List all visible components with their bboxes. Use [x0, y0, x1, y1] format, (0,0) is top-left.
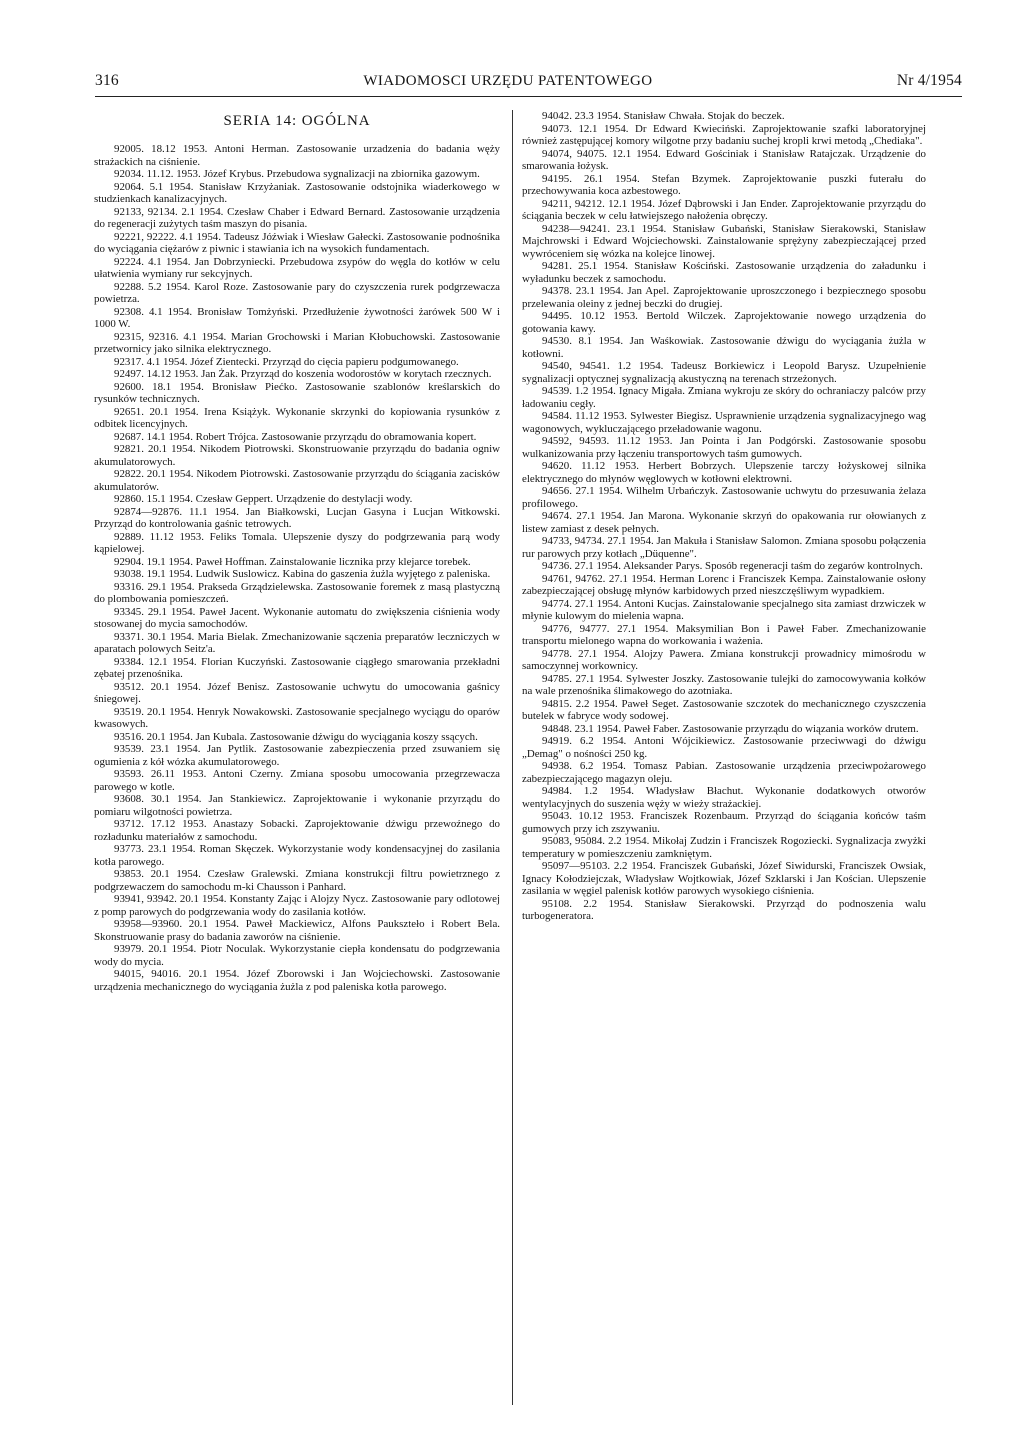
publication-title: WIADOMOSCI URZĘDU PATENTOWEGO: [363, 73, 653, 89]
patent-entry: 92874—92876. 11.1 1954. Jan Białkowski, Lucjan Gasyna i Lucjan Witkowski. Przyrząd do kontrolowania gaśnic tetrowych.: [94, 505, 500, 530]
patent-entry: 94761, 94762. 27.1 1954. Herman Lorenc i Franciszek Kempa. Zainstalowanie osłony zabezpieczającej obsługę młynów karbidowych przed nieszczęśliwym wypadkiem.: [522, 572, 926, 597]
page-number: 316: [95, 72, 119, 89]
patent-entry: 92600. 18.1 1954. Bronisław Piećko. Zastosowanie szablonów kreślarskich do rysunków technicznych.: [94, 380, 500, 405]
patent-entry: 94815. 2.2 1954. Paweł Seget. Zastosowanie szczotek do mechanicznego czyszczenia butelek w fabryce wody sodowej.: [522, 697, 926, 722]
patent-entry: 93712. 17.12 1953. Anastazy Sobacki. Zaprojektowanie dźwigu przewoźnego do rozładunku materiałów z samochodu.: [94, 818, 500, 843]
issue-number: Nr 4/1954: [896, 72, 962, 89]
patent-entry: 93516. 20.1 1954. Jan Kubala. Zastosowanie dźwigu do wyciągania koszy ssących.: [114, 730, 478, 743]
patent-entry: 92822. 20.1 1954. Nikodem Piotrowski. Zastosowanie przyrządu do ściągania zacisków akumulatorów.: [94, 468, 500, 493]
patent-entry: 94378. 23.1 1954. Jan Apel. Zaprojektowanie uproszczonego i bezpiecznego sposobu przelewania oleiny z jednej beczki do drugiej.: [522, 285, 926, 310]
patent-entry: 92133, 92134. 2.1 1954. Czesław Chaber i Edward Bernard. Zastosowanie urządzenia do regeneracji zużytych taśm maszyn do pisania.: [94, 205, 500, 230]
patent-entry: 93512. 20.1 1954. Józef Benisz. Zastosowanie uchwytu do umocowania gaśnicy śniegowej.: [94, 680, 500, 705]
patent-entry: 95108. 2.2 1954. Stanisław Sierakowski. Przyrząd do podnoszenia walu turbogeneratora.: [522, 897, 926, 922]
patent-entry: 92821. 20.1 1954. Nikodem Piotrowski. Skonstruowanie przyrządu do badania ogniw akumulatorowych.: [94, 443, 500, 468]
patent-entry: 92288. 5.2 1954. Karol Roze. Zastosowanie pary do czyszczenia rurek podgrzewacza powietrza.: [94, 280, 500, 305]
patent-entry: 94540, 94541. 1.2 1954. Tadeusz Borkiewicz i Leopold Barysz. Uzupełnienie sygnalizacji optycznej sygnalizacją akustyczną na terenach strzeżonych.: [522, 360, 926, 385]
patent-entry: 92221, 92222. 4.1 1954. Tadeusz Jóźwiak i Wiesław Gałecki. Zastosowanie podnośnika do wyciągania ciężarów z piwnic i stawiania ich na wysokich fundamentach.: [94, 230, 500, 255]
patent-entry: 94776, 94777. 27.1 1954. Maksymilian Bon i Paweł Faber. Zmechanizowanie transportu mielonego wapna do workowania i ważenia.: [522, 622, 926, 647]
patent-entry: 94674. 27.1 1954. Jan Marona. Wykonanie skrzyń do opakowania rur ołowianych z listew zamiast z desek pełnych.: [522, 510, 926, 535]
header-rule: [95, 96, 962, 97]
patent-entry: 93608. 30.1 1954. Jan Stankiewicz. Zaprojektowanie i wykonanie przyrządu do pomiaru wilgotności powietrza.: [94, 793, 500, 818]
patent-entry: 92904. 19.1 1954. Paweł Hoffman. Zainstalowanie licznika przy klejarce torebek.: [114, 555, 471, 568]
patent-entry: 94042. 23.3 1954. Stanisław Chwała. Stojak do beczek.: [542, 110, 785, 122]
patent-entry: 92687. 14.1 1954. Robert Trójca. Zastosowanie przyrządu do obramowania kopert.: [114, 430, 477, 443]
patent-entry: 94073. 12.1 1954. Dr Edward Kwieciński. Zaprojektowanie szafki laboratoryjnej również zastępującej komory wilgotne przy badaniu suchej kropli krwi metodą „Chediaka".: [522, 122, 926, 147]
patent-entry: 93958—93960. 20.1 1954. Paweł Mackiewicz, Alfons Paukszteło i Robert Bela. Skonstruowanie prasy do badania zaworów na ciśnienie.: [94, 918, 500, 943]
patent-entry: 92034. 11.12. 1953. Józef Krybus. Przebudowa sygnalizacji na zbiornika gazowym.: [114, 168, 480, 180]
patent-entry: 94530. 8.1 1954. Jan Waśkowiak. Zastosowanie dźwigu do wyciągania żużla w kotłowni.: [522, 335, 926, 360]
patent-entry: 93979. 20.1 1954. Piotr Noculak. Wykorzystanie ciepła kondensatu do podgrzewania wody do mycia.: [94, 943, 500, 968]
patent-entry: 94656. 27.1 1954. Wilhelm Urbańczyk. Zastosowanie uchwytu do przesuwania żelaza profilowego.: [522, 485, 926, 510]
patent-entry: 93941, 93942. 20.1 1954. Konstanty Zając i Alojzy Nycz. Zastosowanie pary odlotowej z pomp parowych do podgrzewania wody do zasilania kotłów.: [94, 893, 500, 918]
patent-entry: 92005. 18.12 1953. Antoni Herman. Zastosowanie urzadzenia do badania węży strażackich na ciśnienie.: [94, 143, 500, 168]
patent-entry: 94848. 23.1 1954. Paweł Faber. Zastosowanie przyrządu do wiązania worków drutem.: [542, 722, 919, 735]
patent-entry: 94733, 94734. 27.1 1954. Jan Makuła i Stanisław Salomon. Zmiana sposobu połączenia rur parowych przy kotłach „Düquenne".: [522, 535, 926, 560]
patent-entry: 92497. 14.12 1953. Jan Żak. Przyrząd do koszenia wodorostów w korytach rzecznych.: [114, 368, 492, 380]
patent-entry: 93316. 29.1 1954. Prakseda Grządzielewska. Zastosowanie foremek z masą plastyczną do plombowania pomieszczeń.: [94, 580, 500, 605]
patent-entry: 94620. 11.12 1953. Herbert Bobrzych. Ulepszenie tarczy łożyskowej silnika elektrycznego do młynów węglowych w kotłowni elektrowni.: [522, 460, 926, 485]
patent-entry: 94919. 6.2 1954. Antoni Wójcikiewicz. Zastosowanie przeciwwagi do dźwigu „Demag" o nośności 250 kg.: [522, 735, 926, 760]
patent-entry: 92315, 92316. 4.1 1954. Marian Grochowski i Marian Kłobuchowski. Zastosowanie przetwornicy jako silnika elektrycznego.: [94, 330, 500, 355]
left-column: [94, 110, 500, 1438]
patent-entry: 94785. 27.1 1954. Sylwester Joszky. Zastosowanie tulejki do zamocowywania kołków na wale przenośnika ślimakowego do azotniaka.: [522, 672, 926, 697]
patent-entry: 94539. 1.2 1954. Ignacy Migała. Zmiana wykroju ze skóry do ochraniaczy palców przy ładowaniu cegły.: [522, 385, 926, 410]
patent-entry: 92224. 4.1 1954. Jan Dobrzyniecki. Przebudowa zsypów do węgla do kotłów w celu ułatwienia wymiany rur sekcyjnych.: [94, 255, 500, 280]
patent-entry: 94592, 94593. 11.12 1953. Jan Pointa i Jan Podgórski. Zastosowanie sposobu wulkanizowania przy łączeniu transportowych taśm gumowych.: [522, 435, 926, 460]
patent-entry: 93038. 19.1 1954. Ludwik Suslowicz. Kabina do gaszenia żużla wyjętego z paleniska.: [114, 568, 491, 580]
patent-entry: 94281. 25.1 1954. Stanisław Kościński. Zastosowanie urządzenia do załadunku i wyładunku beczek z samochodu.: [522, 260, 926, 285]
patent-entry: 94984. 1.2 1954. Władysław Błachut. Wykonanie dodatkowych otworów wentylacyjnych do suszenia węży w wieży strażackiej.: [522, 785, 926, 810]
patent-entry: 92889. 11.12 1953. Feliks Tomala. Ulepszenie dyszy do podgrzewania parą wody kąpielowej.: [94, 530, 500, 555]
patent-entry: 94584. 11.12 1953. Sylwester Biegisz. Usprawnienie urządzenia sygnalizacyjnego wag wagonowych, wykluczającego przeładowanie wagonu.: [522, 410, 926, 435]
patent-entry: 92651. 20.1 1954. Irena Książyk. Wykonanie skrzynki do kopiowania rysunków z odbitek licencyjnych.: [94, 405, 500, 430]
patent-entry: 93539. 23.1 1954. Jan Pytlik. Zastosowanie zabezpieczenia przed zsuwaniem się ogumienia z kół wózka akumulatorowego.: [94, 743, 500, 768]
patent-entry: 94495. 10.12 1953. Bertold Wilczek. Zaprojektowanie nowego urządzenia do gotowania kawy.: [522, 310, 926, 335]
patent-entry: 93371. 30.1 1954. Maria Bielak. Zmechanizowanie sączenia preparatów leczniczych w aparatach polowych Seitz'a.: [94, 630, 500, 655]
patent-entry: 93773. 23.1 1954. Roman Skęczek. Wykorzystanie wody kondensacyjnej do zasilania kotła parowego.: [94, 843, 500, 868]
patent-entry: 95097—95103. 2.2 1954. Franciszek Gubański, Józef Siwidurski, Franciszek Owsiak, Ignacy Kołodziejczak, Władysław Wojtkowiak, Józef Szklarski i Jan Kościan. Ulepszenie zasilania w węgiel palenisk kotłów parowych wysokiego ciśnienia.: [522, 860, 926, 897]
patent-entry: 95043. 10.12 1953. Franciszek Rozenbaum. Przyrząd do ściągania końców taśm gumowych przy ich zszywaniu.: [522, 810, 926, 835]
patent-entry: 94211, 94212. 12.1 1954. Józef Dąbrowski i Jan Ender. Zaprojektowanie przyrządu do ściągania beczek w celu łatwiejszego nałożenia obręczy.: [522, 197, 926, 222]
patent-entry: 94778. 27.1 1954. Alojzy Pawera. Zmiana konstrukcji prowadnicy mimośrodu w samoczynnej workownicy.: [522, 647, 926, 672]
patent-entry: 92308. 4.1 1954. Bronisław Tomżyński. Przedłużenie żywotności żarówek 500 W i 1000 W.: [94, 305, 500, 330]
patent-entry: 94736. 27.1 1954. Aleksander Parys. Sposób regeneracji taśm do zegarów kontrolnych.: [542, 560, 923, 572]
patent-entry: 93345. 29.1 1954. Paweł Jacent. Wykonanie automatu do zwiększenia ciśnienia wody stosowanej do mycia samochodów.: [94, 605, 500, 630]
right-column: [522, 110, 926, 1438]
patent-entry: 92064. 5.1 1954. Stanisław Krzyżaniak. Zastosowanie odstojnika wiaderkowego w studzienkach kanalizacyjnych.: [94, 180, 500, 205]
patent-entry: 92317. 4.1 1954. Józef Zientecki. Przyrząd do cięcia papieru podgumowanego.: [114, 355, 459, 368]
column-divider: [512, 110, 513, 1405]
patent-entry: 94938. 6.2 1954. Tomasz Pabian. Zastosowanie urządzenia przeciwpożarowego zabezpieczającego magazyn oleju.: [522, 760, 926, 785]
patent-entry: 94774. 27.1 1954. Antoni Kucjas. Zainstalowanie specjalnego sita zamiast drzwiczek w młynie kulowym do mielenia wapna.: [522, 597, 926, 622]
patent-entry: 93519. 20.1 1954. Henryk Nowakowski. Zastosowanie specjalnego wyciągu do oparów kwasowych.: [94, 705, 500, 730]
patent-entry: 95083, 95084. 2.2 1954. Mikołaj Zudzin i Franciszek Rogoziecki. Sygnalizacja zwyżki temperatury w pomieszczeniu zamkniętym.: [522, 835, 926, 860]
section-title: SERIA 14: OGÓLNA: [223, 113, 371, 129]
patent-entry: 94015, 94016. 20.1 1954. Józef Zborowski i Jan Wojciechowski. Zastosowanie urządzenia mechanicznego do wyciągania żużla z pod paleniska kotła parowego.: [94, 968, 500, 993]
patent-entry: 92860. 15.1 1954. Czesław Geppert. Urządzenie do destylacji wody.: [114, 493, 413, 505]
page-header: [95, 72, 962, 96]
patent-entry: 93593. 26.11 1953. Antoni Czerny. Zmiana sposobu umocowania przegrzewacza parowego w kotle.: [94, 768, 500, 793]
patent-entry: 94195. 26.1 1954. Stefan Bzymek. Zaprojektowanie puszki futerału do przechowywania koca azbestowego.: [522, 172, 926, 197]
patent-entry: 93853. 20.1 1954. Czesław Gralewski. Zmiana konstrukcji filtru powietrznego z podgrzewaczem do samochodu m-ki Chausson i Panhard.: [94, 868, 500, 893]
patent-entry: 93384. 12.1 1954. Florian Kuczyński. Zastosowanie ciągłego smarowania przekładni zębatej przenośnika.: [94, 655, 500, 680]
patent-entry: 94238—94241. 23.1 1954. Stanisław Gubański, Stanisław Sierakowski, Stanisław Majchrowski i Edward Wojciechowski. Zainstalowanie sprężyny zabezpieczającej przed wywróceniem się wózka na kolejce linowej.: [522, 222, 926, 260]
patent-entry: 94074, 94075. 12.1 1954. Edward Gościniak i Stanisław Ratajczak. Urządzenie do smarowania łożysk.: [522, 147, 926, 172]
